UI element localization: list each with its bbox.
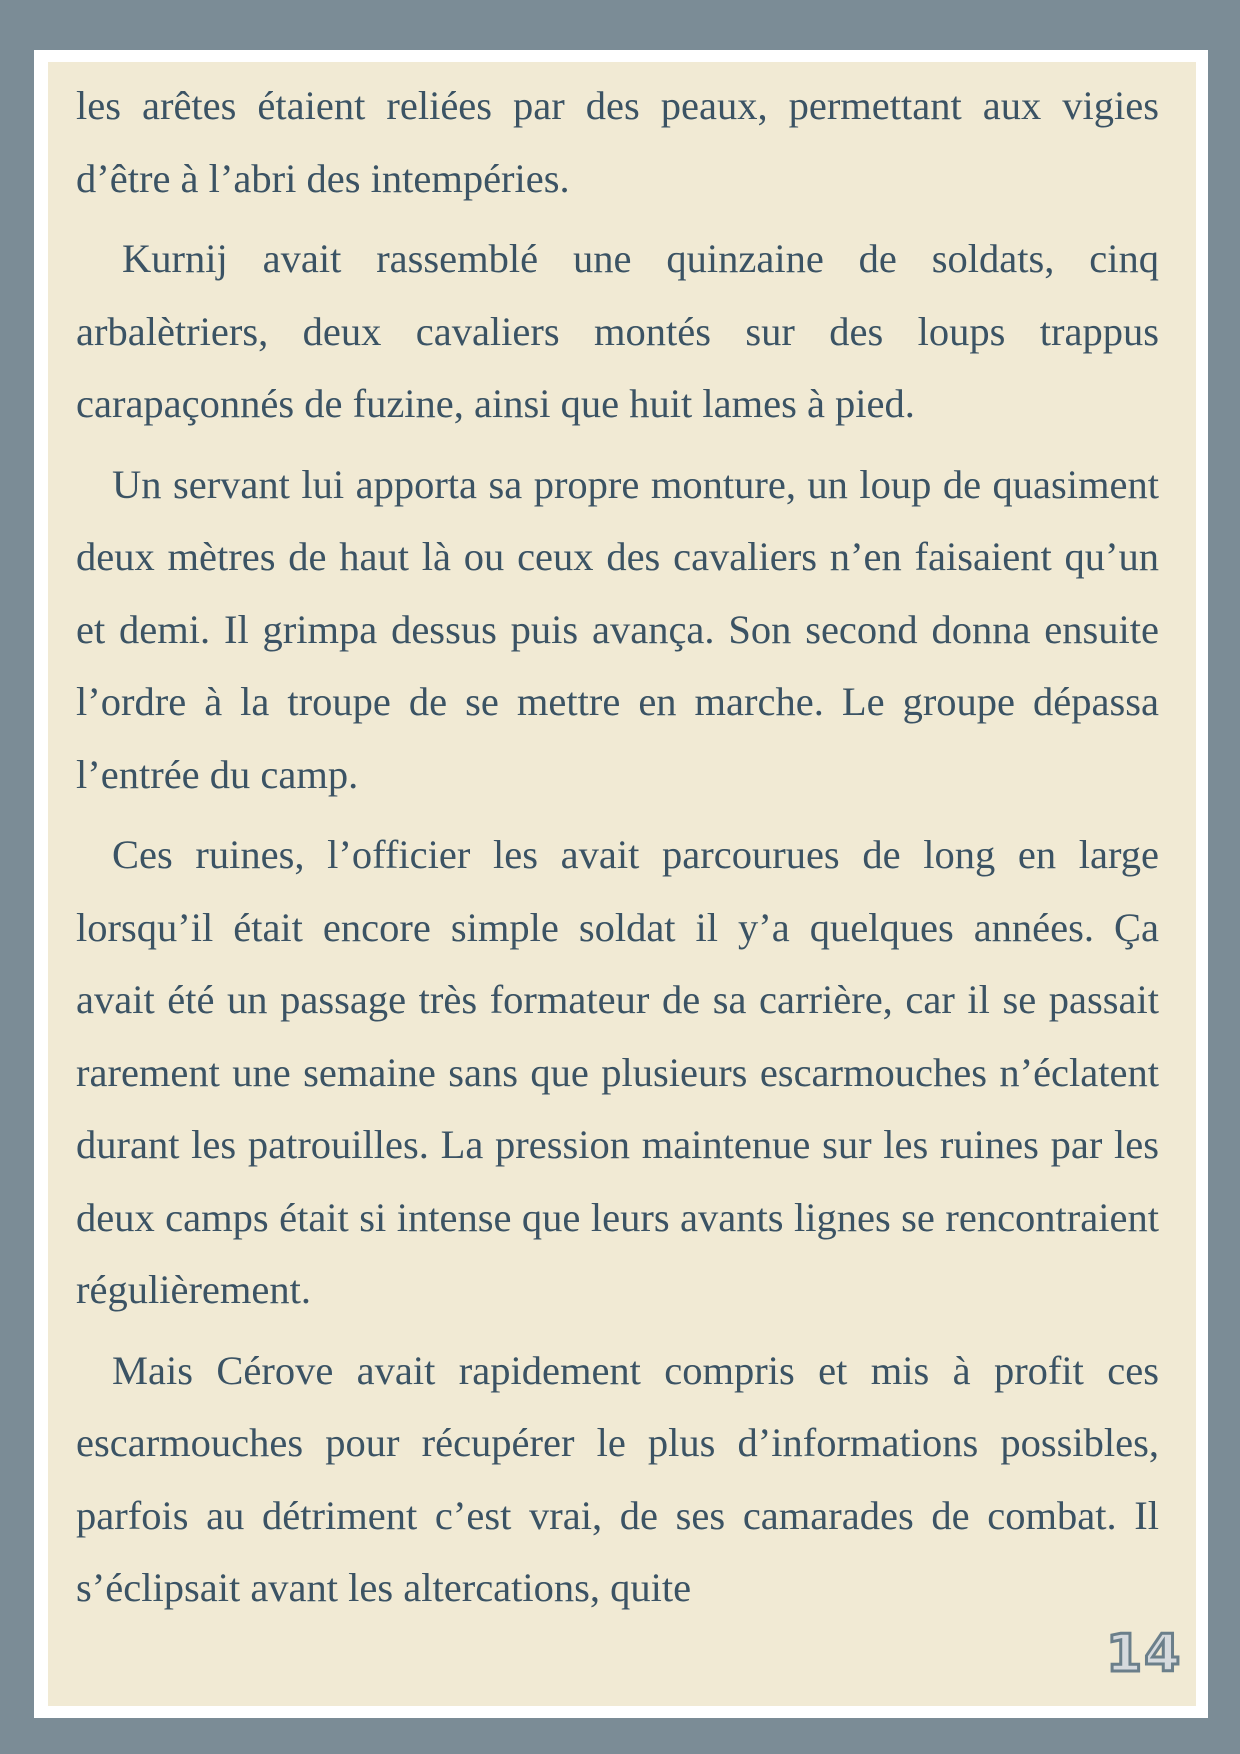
paragraph-5: Mais Cérove avait rapidement compris et mis à profit ces escarmouches pour récupérer le plus d’informations possibles, parfois au détriment c’est vrai, de ses camarades de combat. Il s’éclipsait avant les altercations, quite bbox=[76, 1347, 1159, 1610]
page-number: 14 bbox=[1106, 1624, 1183, 1684]
paragraph-3: Un servant lui apporta sa propre monture, un loup de quasiment deux mètres de haut là ou ceux des cavaliers n’en faisaient qu’un et demi. Il grimpa dessus puis avança. Son second donna ensuite l’ordre à la troupe de se mettre en marche. Le groupe dépassa l’entrée du camp. bbox=[76, 461, 1159, 797]
paragraph-2: Kurnij avait rassemblé une quinzaine de soldats, cinq arbalètriers, deux cavaliers montés sur des loups trappus carapaçonnés de fuzine, ainsi que huit lames à pied. bbox=[76, 236, 1159, 426]
paragraph-1: les arêtes étaient reliées par des peaux, permettant aux vigies d’être à l’abri des intempéries. bbox=[76, 83, 1159, 201]
body-text bbox=[76, 70, 1159, 1625]
paragraph-4: Ces ruines, l’officier les avait parcourues de long en large lorsqu’il était encore simple soldat il y’a quelques années. Ça avait été un passage très formateur de sa carrière, car il se passait rarement une semaine sans que plusieurs escarmouches n’éclatent durant les patrouilles. La pression maintenue sur les ruines par les deux camps était si intense que leurs avants lignes se rencontraient régulièrement. bbox=[76, 832, 1159, 1312]
